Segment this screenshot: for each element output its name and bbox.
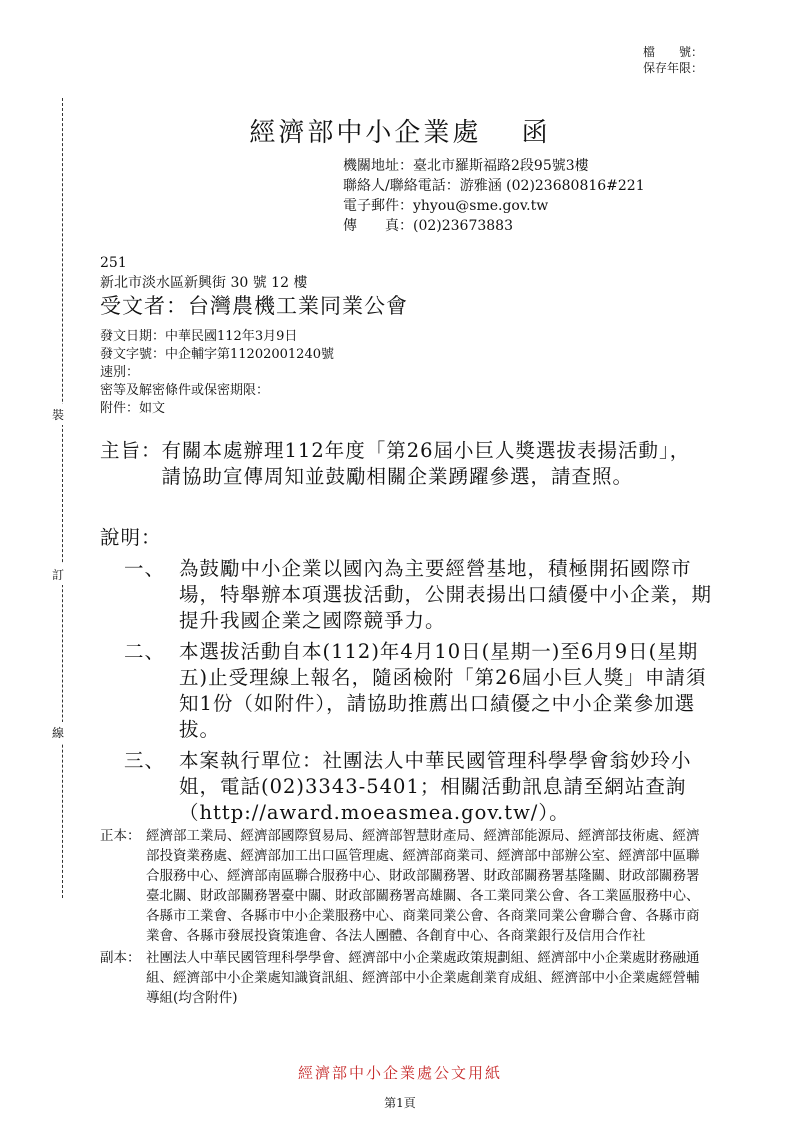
document-info (100, 328, 334, 418)
binding-mark-bottom: 線 (52, 722, 64, 743)
main-recipients-label: 正本： (100, 828, 141, 844)
document-title: 經濟部中小企業處 函 (249, 118, 551, 148)
item-number: 二、 (124, 640, 166, 663)
document-number: 發文字號：中企輔字第11202001240號 (100, 347, 334, 362)
copy-recipients-text: 社團法人中華民國管理科學學會、經濟部中小企業處政策規劃組、經濟部中小企業處財務融通組、經濟部中小企業處知識資訊組、經濟部中小企業處創業育成組、經濟部中小企業處經營輔導組(均含附件) (146, 950, 700, 1006)
item-text: 為鼓勵中小企業以國內為主要經營基地，積極開拓國際市場，特舉辦本項選拔活動，公開表揚出口績優中小企業，期提升我國企業之國際競爭力。 (179, 557, 713, 632)
official-stationery-label: 經濟部中小企業處公文用紙 (297, 1064, 502, 1082)
attachment-info: 附件：如文 (100, 401, 166, 416)
item-text: 本案執行單位：社團法人中華民國管理科學學會翁妙玲小姐，電話(02)3343-5401；相關活動訊息請至網站查詢（http://award.moeasmea.gov.tw/）。 (179, 749, 692, 824)
issue-date: 發文日期：中華民國112年3月9日 (100, 329, 298, 344)
recipient-address-block (100, 253, 307, 293)
binding-mark-top: 裝 (52, 404, 64, 425)
subject-text: 有關本處辦理112年度「第26屆小巨人獎選拔表揚活動」，請協助宣傳周知並鼓勵相關企業踴躍參選，請查照。 (161, 439, 691, 488)
main-recipients (100, 826, 712, 946)
binding-line (62, 98, 63, 898)
file-number-label: 檔 號： (642, 45, 703, 59)
recipient-address: 新北市淡水區新興街 30 號 12 樓 (100, 275, 308, 291)
explanation-label: 說明： (100, 526, 162, 549)
item-number: 一、 (124, 557, 166, 580)
contact-email: 電子郵件：yhyou@sme.gov.tw (343, 198, 549, 214)
agency-contact (343, 156, 645, 236)
distribution-section (100, 826, 712, 1010)
copy-recipients-label: 副本： (100, 950, 141, 966)
recipient-name: 受文者：台灣農機工業同業公會 (100, 294, 408, 318)
agency-address: 機關地址：臺北市羅斯福路2段95號3樓 (343, 158, 589, 174)
subject-label: 主旨： (100, 439, 162, 462)
secrecy-level: 密等及解密條件或保密期限： (100, 383, 270, 398)
file-meta (643, 44, 703, 76)
binding-mark-middle: 訂 (52, 564, 64, 585)
postal-code: 251 (100, 255, 127, 271)
contact-person: 聯絡人/聯絡電話：游雅涵 (02)23680816#221 (343, 178, 645, 194)
item-number: 三、 (124, 749, 166, 772)
subject-section (100, 438, 710, 490)
item-text: 本選拔活動自本(112)年4月10日(星期一)至6月9日(星期五)止受理線上報名，隨函檢附「第26屆小巨人獎」申請須知1份（如附件），請協助推薦出口績優之中小企業參加選拔。 (179, 640, 707, 741)
main-recipients-text: 經濟部工業局、經濟部國際貿易局、經濟部智慧財產局、經濟部能源局、經濟部技術處、經濟部投資業務處、經濟部加工出口區管理處、經濟部商業司、經濟部中部辦公室、經濟部中區聯合服務中心、經濟部南區聯合服務中心、財政部關務署、財政部關務署基隆關、財政部關務署臺北關、財政部關務署臺中關、財政部關務署高雄關、各工業同業公會、各工業區服務中心、各縣市工業會、各縣市中小企業服務中心、商業同業公會、各商業同業公會聯合會、各縣市商業會、各縣市發展投資策進會、各法人團體、各創育中心、各商業銀行及信用合作社 (146, 828, 700, 944)
retention-period-label: 保存年限： (642, 61, 703, 75)
explanation-item (124, 556, 714, 634)
delivery-speed: 速別： (100, 365, 140, 380)
copy-recipients (100, 948, 712, 1008)
explanation-item (124, 748, 714, 826)
explanation-item (124, 639, 714, 743)
contact-fax: 傳 真：(02)23673883 (343, 218, 513, 234)
page-number: 第1頁 (384, 1096, 416, 1110)
explanation-list (124, 556, 714, 831)
